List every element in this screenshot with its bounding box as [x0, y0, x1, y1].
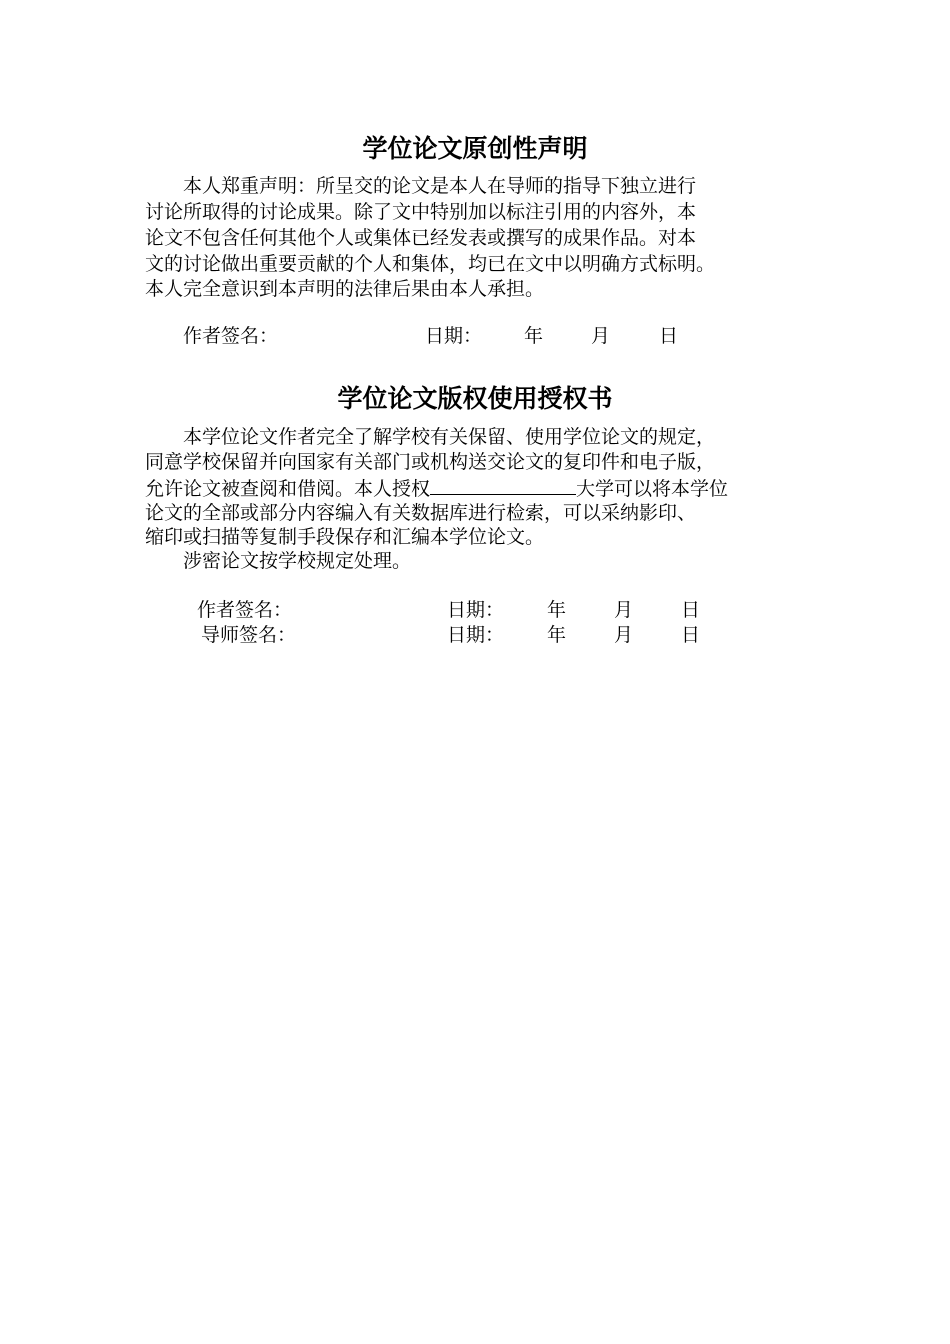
declaration-year-label: 年: [524, 325, 544, 347]
declaration-title: 学位论文原创性声明: [362, 134, 588, 163]
authorization-line-2: 同意学校保留并向国家有关部门或机构送交论文的复印件和电子版，: [145, 451, 716, 473]
declaration-author-signature-label: 作者签名：: [183, 325, 279, 347]
authorization-line-4: 论文的全部或部分内容编入有关数据库进行检索，可以采纳影印、: [145, 502, 697, 524]
authorization-line-6: 涉密论文按学校规定处理。: [183, 550, 412, 572]
authorization-line-3: [145, 476, 728, 501]
authorization-line-1: 本学位论文作者完全了解学校有关保留、使用学位论文的规定，: [183, 426, 716, 448]
authorization-line-5: 缩印或扫描等复制手段保存和汇编本学位论文。: [145, 526, 545, 548]
authorization-line-3-start: 允许论文被查阅和借阅。本人授权: [145, 478, 431, 500]
declaration-month-label: 月: [591, 325, 611, 347]
declaration-line-1: 本人郑重声明：所呈交的论文是本人在导师的指导下独立进行: [183, 175, 697, 197]
author-year-label: 年: [547, 599, 567, 621]
author-signature-label: 作者签名：: [197, 599, 293, 621]
author-month-label: 月: [614, 599, 634, 621]
supervisor-signature-label: 导师签名：: [201, 624, 297, 646]
declaration-line-3: 论文不包含任何其他个人或集体已经发表或撰写的成果作品。对本: [145, 227, 697, 249]
authorization-line-3-end: 大学可以将本学位: [576, 478, 729, 500]
authorization-title: 学位论文版权使用授权书: [337, 384, 613, 413]
declaration-line-5: 本人完全意识到本声明的法律后果由本人承担。: [145, 278, 545, 300]
supervisor-date-label: 日期：: [447, 624, 505, 646]
university-name-blank: [430, 476, 576, 495]
supervisor-month-label: 月: [614, 624, 634, 646]
declaration-date-label: 日期：: [425, 325, 483, 347]
supervisor-day-label: 日: [681, 624, 701, 646]
author-date-label: 日期：: [447, 599, 505, 621]
declaration-day-label: 日: [659, 325, 679, 347]
supervisor-year-label: 年: [547, 624, 567, 646]
declaration-line-4: 文的讨论做出重要贡献的个人和集体，均已在文中以明确方式标明。: [145, 253, 716, 275]
author-day-label: 日: [681, 599, 701, 621]
declaration-line-2: 讨论所取得的讨论成果。除了文中特别加以标注引用的内容外，本: [145, 201, 697, 223]
